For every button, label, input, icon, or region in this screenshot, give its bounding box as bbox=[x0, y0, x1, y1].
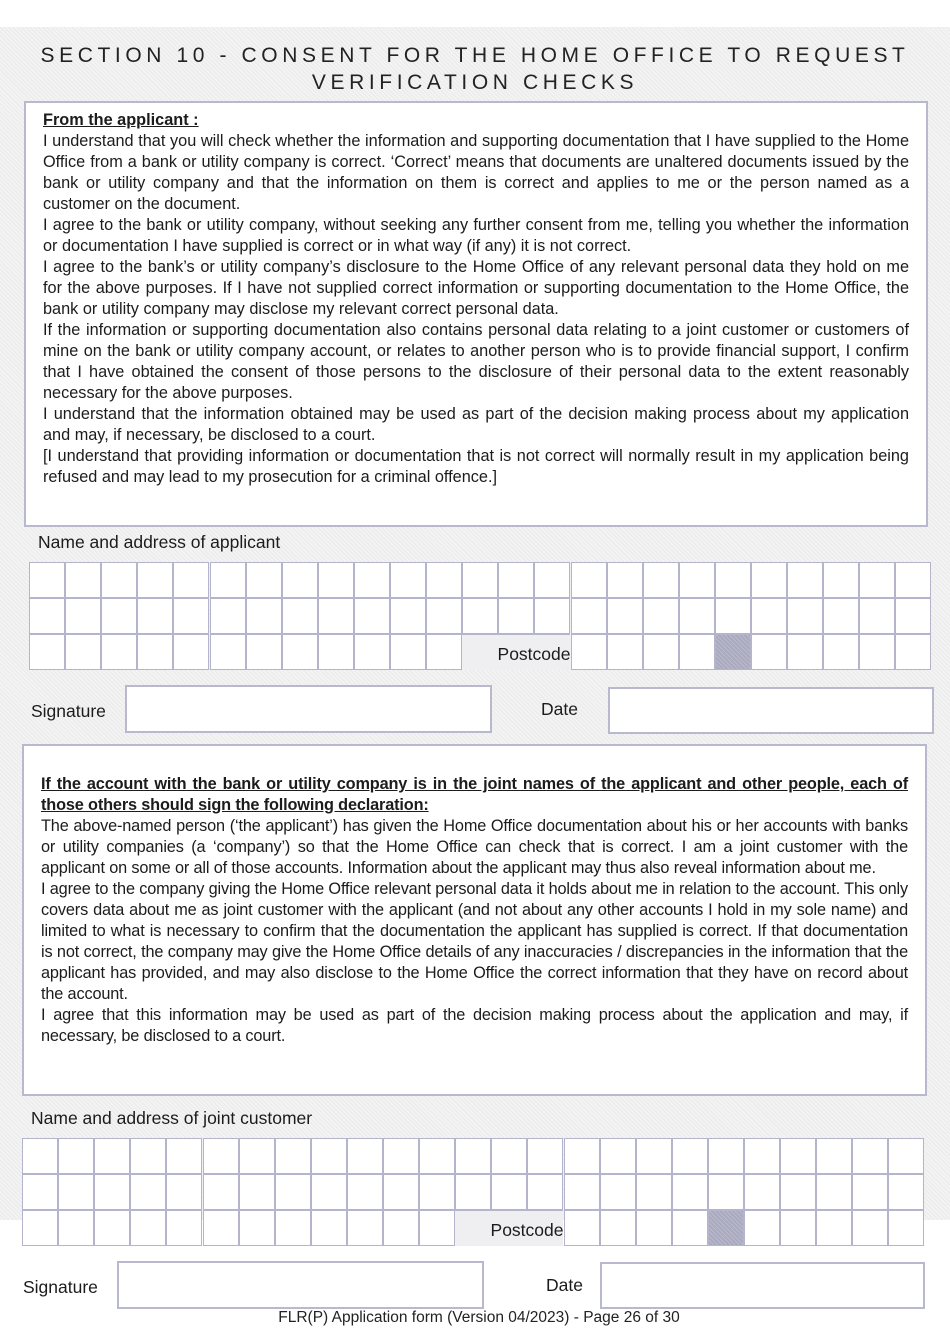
applicant-char-cell[interactable] bbox=[137, 634, 173, 670]
applicant-char-cell[interactable] bbox=[354, 634, 390, 670]
section-title bbox=[0, 42, 950, 96]
joint-postcode-cell[interactable] bbox=[636, 1210, 672, 1246]
applicant-char-cell[interactable] bbox=[607, 562, 643, 598]
joint-char-cell[interactable] bbox=[852, 1174, 888, 1210]
applicant-char-cell[interactable] bbox=[318, 562, 354, 598]
applicant-char-cell[interactable] bbox=[534, 598, 570, 634]
applicant-postcode-cell[interactable] bbox=[859, 634, 895, 670]
applicant-char-cell[interactable] bbox=[498, 562, 534, 598]
applicant-char-cell[interactable] bbox=[101, 598, 137, 634]
joint-char-cell[interactable] bbox=[203, 1174, 239, 1210]
applicant-name-address-label: Name and address of applicant bbox=[38, 532, 281, 552]
joint-postcode-label: Postcode bbox=[455, 1210, 563, 1246]
applicant-postcode-cell[interactable] bbox=[895, 634, 931, 670]
applicant-char-cell[interactable] bbox=[318, 598, 354, 634]
applicant-char-cell[interactable] bbox=[65, 562, 101, 598]
applicant-signature-label: Signature bbox=[31, 701, 106, 721]
joint-char-cell[interactable] bbox=[130, 1174, 166, 1210]
joint-char-cell[interactable] bbox=[491, 1174, 527, 1210]
joint-declaration-heading: If the account with the bank or utility company is in the joint names of the applicant and other people, each of those others should sign the following declaration: bbox=[41, 775, 908, 814]
applicant-char-cell[interactable] bbox=[101, 562, 137, 598]
joint-char-cell[interactable] bbox=[203, 1210, 239, 1246]
joint-char-cell[interactable] bbox=[564, 1138, 600, 1174]
applicant-char-cell[interactable] bbox=[101, 634, 137, 670]
joint-char-cell[interactable] bbox=[347, 1210, 383, 1246]
applicant-char-cell[interactable] bbox=[643, 562, 679, 598]
joint-signature-label: Signature bbox=[23, 1277, 98, 1297]
applicant-char-cell[interactable] bbox=[137, 562, 173, 598]
joint-char-cell[interactable] bbox=[275, 1138, 311, 1174]
applicant-signature-field[interactable] bbox=[125, 685, 492, 733]
joint-signature-field[interactable] bbox=[117, 1261, 484, 1309]
joint-char-cell[interactable] bbox=[22, 1174, 58, 1210]
applicant-char-cell[interactable] bbox=[498, 598, 534, 634]
applicant-char-cell[interactable] bbox=[210, 634, 246, 670]
applicant-char-cell[interactable] bbox=[643, 598, 679, 634]
applicant-char-cell[interactable] bbox=[210, 598, 246, 634]
applicant-char-cell[interactable] bbox=[679, 598, 715, 634]
joint-declaration-text bbox=[41, 774, 908, 1047]
joint-char-cell[interactable] bbox=[527, 1174, 563, 1210]
joint-char-cell[interactable] bbox=[816, 1174, 852, 1210]
applicant-char-cell[interactable] bbox=[823, 598, 859, 634]
joint-char-cell[interactable] bbox=[455, 1138, 491, 1174]
joint-char-cell[interactable] bbox=[708, 1138, 744, 1174]
applicant-postcode-cell[interactable] bbox=[787, 634, 823, 670]
applicant-postcode-cell[interactable] bbox=[823, 634, 859, 670]
applicant-char-cell[interactable] bbox=[426, 634, 462, 670]
applicant-char-cell[interactable] bbox=[571, 598, 607, 634]
applicant-char-cell[interactable] bbox=[462, 562, 498, 598]
joint-declaration-panel bbox=[22, 744, 927, 1096]
applicant-declaration-heading: From the applicant : bbox=[43, 111, 199, 129]
applicant-char-cell[interactable] bbox=[534, 562, 570, 598]
applicant-char-cell[interactable] bbox=[715, 562, 751, 598]
joint-char-cell[interactable] bbox=[94, 1174, 130, 1210]
applicant-char-cell[interactable] bbox=[173, 598, 209, 634]
applicant-char-cell[interactable] bbox=[787, 562, 823, 598]
applicant-char-cell[interactable] bbox=[823, 562, 859, 598]
applicant-char-cell[interactable] bbox=[751, 562, 787, 598]
joint-char-cell[interactable] bbox=[239, 1210, 275, 1246]
joint-char-cell[interactable] bbox=[780, 1174, 816, 1210]
joint-char-cell[interactable] bbox=[600, 1138, 636, 1174]
applicant-char-cell[interactable] bbox=[246, 634, 282, 670]
joint-postcode-cell[interactable] bbox=[744, 1210, 780, 1246]
joint-char-cell[interactable] bbox=[888, 1138, 924, 1174]
applicant-char-cell[interactable] bbox=[65, 634, 101, 670]
applicant-para-2: I agree to the bank or utility company, without seeking any further consent from me, telling you whether the information or documentation I have supplied is correct or in what way (if any) it is not correct. bbox=[43, 216, 909, 255]
joint-postcode-cell[interactable] bbox=[564, 1210, 600, 1246]
joint-char-cell[interactable] bbox=[455, 1174, 491, 1210]
joint-char-cell[interactable] bbox=[22, 1210, 58, 1246]
joint-char-cell[interactable] bbox=[636, 1174, 672, 1210]
applicant-para-3: I agree to the bank’s or utility company’s disclosure to the Home Office of any relevant personal data they hold on me for the above purposes. If I have not supplied correct information or supporting documentation to the Home Office, the bank or utility company may disclose my relevant correct personal data. bbox=[43, 258, 909, 318]
applicant-char-cell[interactable] bbox=[751, 598, 787, 634]
applicant-char-cell[interactable] bbox=[571, 562, 607, 598]
joint-char-cell[interactable] bbox=[419, 1210, 455, 1246]
joint-postcode-cell[interactable] bbox=[672, 1210, 708, 1246]
joint-char-cell[interactable] bbox=[94, 1138, 130, 1174]
joint-char-cell[interactable] bbox=[58, 1138, 94, 1174]
joint-char-cell[interactable] bbox=[672, 1174, 708, 1210]
joint-char-cell[interactable] bbox=[816, 1138, 852, 1174]
applicant-postcode-cell[interactable] bbox=[643, 634, 679, 670]
joint-char-cell[interactable] bbox=[744, 1138, 780, 1174]
applicant-date-field[interactable] bbox=[608, 687, 934, 734]
joint-char-cell[interactable] bbox=[22, 1138, 58, 1174]
applicant-postcode-cell[interactable] bbox=[607, 634, 643, 670]
applicant-char-cell[interactable] bbox=[679, 562, 715, 598]
joint-char-cell[interactable] bbox=[347, 1174, 383, 1210]
applicant-char-cell[interactable] bbox=[282, 598, 318, 634]
applicant-char-cell[interactable] bbox=[65, 598, 101, 634]
joint-char-cell[interactable] bbox=[311, 1210, 347, 1246]
applicant-char-cell[interactable] bbox=[246, 562, 282, 598]
joint-char-cell[interactable] bbox=[564, 1174, 600, 1210]
applicant-char-cell[interactable] bbox=[282, 634, 318, 670]
joint-char-cell[interactable] bbox=[383, 1174, 419, 1210]
joint-char-cell[interactable] bbox=[744, 1174, 780, 1210]
applicant-char-cell[interactable] bbox=[859, 598, 895, 634]
applicant-postcode-cell[interactable] bbox=[679, 634, 715, 670]
applicant-char-cell[interactable] bbox=[426, 562, 462, 598]
page-footer: FLR(P) Application form (Version 04/2023) - Page 26 of 30 bbox=[278, 1309, 680, 1326]
applicant-char-cell[interactable] bbox=[787, 598, 823, 634]
applicant-char-cell[interactable] bbox=[859, 562, 895, 598]
applicant-char-cell[interactable] bbox=[210, 562, 246, 598]
joint-postcode-cell[interactable] bbox=[852, 1210, 888, 1246]
applicant-char-cell[interactable] bbox=[895, 598, 931, 634]
joint-char-cell[interactable] bbox=[780, 1138, 816, 1174]
joint-char-cell[interactable] bbox=[166, 1174, 202, 1210]
applicant-char-cell[interactable] bbox=[607, 598, 643, 634]
joint-char-cell[interactable] bbox=[130, 1138, 166, 1174]
joint-char-cell[interactable] bbox=[672, 1138, 708, 1174]
joint-char-cell[interactable] bbox=[527, 1138, 563, 1174]
joint-char-cell[interactable] bbox=[419, 1138, 455, 1174]
applicant-char-cell[interactable] bbox=[282, 562, 318, 598]
applicant-char-cell[interactable] bbox=[354, 598, 390, 634]
applicant-char-cell[interactable] bbox=[390, 562, 426, 598]
joint-char-cell[interactable] bbox=[130, 1210, 166, 1246]
applicant-char-cell[interactable] bbox=[29, 598, 65, 634]
applicant-char-cell[interactable] bbox=[29, 634, 65, 670]
joint-para-3: I agree that this information may be used as part of the decision making process about the application and may, if necessary, be disclosed to a court. bbox=[41, 1006, 908, 1045]
joint-name-address-label: Name and address of joint customer bbox=[31, 1108, 313, 1128]
applicant-char-cell[interactable] bbox=[29, 562, 65, 598]
applicant-char-cell[interactable] bbox=[390, 634, 426, 670]
joint-postcode-cell[interactable] bbox=[888, 1210, 924, 1246]
joint-char-cell[interactable] bbox=[600, 1174, 636, 1210]
applicant-declaration-panel bbox=[24, 101, 928, 527]
applicant-char-cell[interactable] bbox=[895, 562, 931, 598]
applicant-declaration-text bbox=[43, 110, 909, 488]
joint-char-cell[interactable] bbox=[708, 1174, 744, 1210]
applicant-postcode-cell[interactable] bbox=[751, 634, 787, 670]
joint-char-cell[interactable] bbox=[203, 1138, 239, 1174]
joint-char-cell[interactable] bbox=[383, 1138, 419, 1174]
joint-para-1: The above-named person (‘the applicant’) has given the Home Office documentation about his or her accounts with banks or utility companies (a ‘company’) so that the Home Office can check that is correct. I am a joint customer with the applicant on some or all of those accounts. Information about the applicant may thus also reveal information about me. bbox=[41, 817, 908, 877]
applicant-postcode-cell bbox=[715, 634, 751, 670]
applicant-char-cell[interactable] bbox=[137, 598, 173, 634]
joint-char-cell[interactable] bbox=[239, 1138, 275, 1174]
joint-char-cell[interactable] bbox=[275, 1174, 311, 1210]
applicant-para-4: If the information or supporting documentation also contains personal data relating to a joint customer or customers of mine on the bank or utility company account, or relates to another person who is to provide financial support, I confirm that I have obtained the consent of those persons to the disclosure of their personal data to the extent reasonably necessary for the above purposes. bbox=[43, 321, 909, 402]
joint-char-cell[interactable] bbox=[166, 1210, 202, 1246]
section-title-line1: SECTION 10 - CONSENT FOR THE HOME OFFICE TO REQUEST bbox=[40, 44, 910, 67]
applicant-date-label: Date bbox=[541, 699, 578, 719]
applicant-char-cell[interactable] bbox=[173, 634, 209, 670]
joint-char-cell[interactable] bbox=[239, 1174, 275, 1210]
joint-char-cell[interactable] bbox=[852, 1138, 888, 1174]
joint-char-cell[interactable] bbox=[347, 1138, 383, 1174]
applicant-para-6: [I understand that providing information or documentation that is not correct will normally result in my application being refused and may lead to my prosecution for a criminal offence.] bbox=[43, 447, 909, 486]
joint-char-cell[interactable] bbox=[311, 1174, 347, 1210]
joint-date-label: Date bbox=[546, 1275, 583, 1295]
applicant-char-cell[interactable] bbox=[390, 598, 426, 634]
applicant-char-cell[interactable] bbox=[426, 598, 462, 634]
applicant-para-5: I understand that the information obtained may be used as part of the decision making process about my application and may, if necessary, be disclosed to a court. bbox=[43, 405, 909, 444]
joint-char-cell[interactable] bbox=[94, 1210, 130, 1246]
joint-postcode-cell bbox=[708, 1210, 744, 1246]
joint-char-cell[interactable] bbox=[888, 1174, 924, 1210]
joint-char-cell[interactable] bbox=[275, 1210, 311, 1246]
section-title-line2: VERIFICATION CHECKS bbox=[311, 71, 639, 94]
joint-char-cell[interactable] bbox=[636, 1138, 672, 1174]
applicant-char-cell[interactable] bbox=[462, 598, 498, 634]
joint-postcode-cell[interactable] bbox=[816, 1210, 852, 1246]
joint-char-cell[interactable] bbox=[419, 1174, 455, 1210]
applicant-char-cell[interactable] bbox=[715, 598, 751, 634]
joint-postcode-cell[interactable] bbox=[780, 1210, 816, 1246]
applicant-postcode-cell[interactable] bbox=[571, 634, 607, 670]
joint-char-cell[interactable] bbox=[58, 1174, 94, 1210]
applicant-postcode-label: Postcode bbox=[462, 634, 570, 670]
applicant-char-cell[interactable] bbox=[318, 634, 354, 670]
applicant-para-1: I understand that you will check whether the information and supporting documentation that I have supplied to the Home Office from a bank or utility company is correct. ‘Correct’ means that documents are unaltered documents issued by the bank or utility company and that the information on them is correct and applies to me or the person named as a customer on the document. bbox=[43, 132, 909, 213]
joint-char-cell[interactable] bbox=[58, 1210, 94, 1246]
joint-postcode-cell[interactable] bbox=[600, 1210, 636, 1246]
applicant-char-cell[interactable] bbox=[354, 562, 390, 598]
joint-char-cell[interactable] bbox=[311, 1138, 347, 1174]
applicant-char-cell[interactable] bbox=[246, 598, 282, 634]
applicant-char-cell[interactable] bbox=[173, 562, 209, 598]
joint-char-cell[interactable] bbox=[491, 1138, 527, 1174]
joint-char-cell[interactable] bbox=[166, 1138, 202, 1174]
joint-para-2: I agree to the company giving the Home Office relevant personal data it holds about me in relation to the account. This only covers data about me as joint customer with the applicant (and not about any other accounts I hold in my sole name) and limited to what is necessary to confirm that the documentation the applicant has supplied is correct. If that documentation is not correct, the company may give the Home Office details of any inaccuracies / discrepancies in the information that the applicant has provided, and may also disclose to the Home Office the correct information that they have on record about the account. bbox=[41, 880, 908, 1003]
joint-char-cell[interactable] bbox=[383, 1210, 419, 1246]
joint-date-field[interactable] bbox=[600, 1262, 925, 1309]
